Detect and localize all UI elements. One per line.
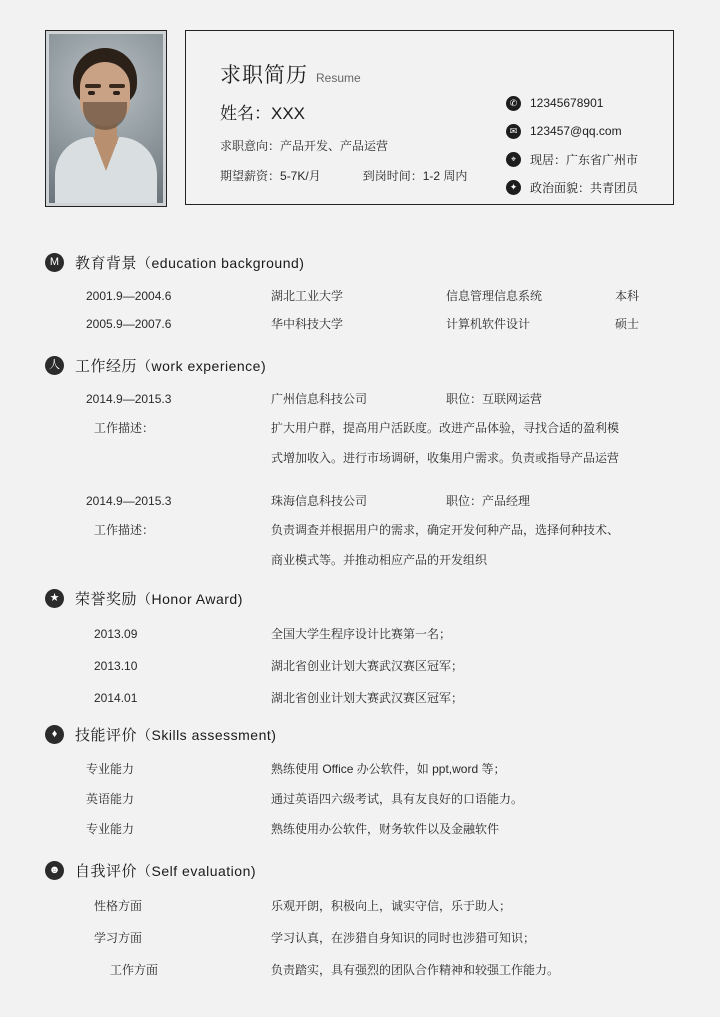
skill-label: 英语能力 (86, 792, 135, 806)
skill-text: 熟练使用 Office 办公软件，如 ppt,word 等； (271, 762, 506, 776)
section-education-title-en: （education background) (137, 254, 305, 271)
salary-onboard-row (220, 167, 467, 184)
table-row (86, 682, 675, 714)
honor-text: 湖北省创业计划大赛武汉赛区冠军； (271, 691, 464, 705)
skills-icon: ♦ (45, 725, 64, 744)
job-intent-value: 产品开发、产品运营 (280, 139, 389, 153)
section-skills-header (45, 722, 675, 746)
star-icon: ★ (45, 589, 64, 608)
education-school: 华中科技大学 (271, 317, 344, 331)
skill-label: 专业能力 (86, 762, 135, 776)
table-row (86, 650, 675, 682)
education-school: 湖北工业大学 (271, 289, 344, 303)
page-title-en: Resume (316, 71, 361, 85)
table-row (86, 890, 675, 922)
contact-list (506, 89, 686, 201)
contact-email (506, 117, 686, 145)
onboard-label: 到岗时间： (362, 169, 423, 183)
section-education-header (45, 250, 675, 274)
honor-text: 湖北省创业计划大赛武汉赛区冠军； (271, 659, 464, 673)
skill-text: 熟练使用办公软件，财务软件以及金融软件 (271, 822, 500, 836)
section-self-title-en: （Self evaluation) (137, 862, 257, 879)
section-education (45, 250, 675, 338)
onboard-value: 1-2 周内 (422, 169, 468, 183)
section-work-title-en: （work experience) (137, 357, 267, 374)
work-company: 珠海信息科技公司 (271, 494, 368, 508)
work-desc-text: 商业模式等。并推动相应产品的开发组织 (271, 553, 488, 567)
section-work-title-cn: 工作经历 (75, 357, 138, 375)
work-desc-spacer (86, 545, 271, 575)
skill-text: 通过英语四六级考试，具有友良好的口语能力。 (271, 792, 524, 806)
work-date: 2014.9—2015.3 (86, 494, 172, 508)
section-work (45, 353, 675, 575)
work-desc-text: 负责调查并根据用户的需求，确定开发何种产品，选择何种技术、 (271, 523, 620, 537)
name-value: XXX (271, 104, 306, 123)
page-title-cn: 求职简历 (220, 64, 308, 87)
work-desc-row-cont (86, 545, 675, 575)
job-intent-row (220, 137, 388, 154)
section-education-title-cn: 教育背景 (75, 254, 138, 272)
contact-location-value: 现居：广东省广州市 (530, 152, 639, 167)
section-honor-title (75, 588, 243, 609)
work-desc-row (86, 413, 675, 443)
table-row (86, 618, 675, 650)
section-honor-header (45, 586, 675, 610)
self-label: 学习方面 (94, 931, 143, 945)
self-label: 性格方面 (94, 899, 143, 913)
education-date: 2005.9—2007.6 (86, 317, 172, 331)
self-rows (86, 890, 675, 986)
self-text: 乐观开朗，积极向上，诚实守信，乐于助人； (271, 899, 512, 913)
work-desc-label: 工作描述： (94, 421, 155, 435)
work-position: 职位：互联网运营 (446, 392, 543, 406)
portrait-photo (49, 34, 163, 203)
education-rows (86, 282, 675, 338)
work-job-header (86, 487, 675, 515)
page-title (220, 59, 361, 89)
work-desc-text: 扩大用户群，提高用户活跃度。改进产品体验，寻找合适的盈利模 (271, 421, 620, 435)
table-row (86, 754, 675, 784)
location-icon: ⌖ (506, 152, 521, 167)
section-honor (45, 586, 675, 714)
section-work-title (75, 355, 266, 376)
education-date: 2001.9—2004.6 (86, 289, 172, 303)
table-row (86, 922, 675, 954)
section-honor-title-cn: 荣誉奖励 (75, 590, 138, 608)
education-degree: 本科 (615, 289, 640, 303)
table-row (86, 282, 675, 310)
work-date: 2014.9—2015.3 (86, 392, 172, 406)
work-position: 职位：产品经理 (446, 494, 531, 508)
photo-frame (45, 30, 167, 207)
job-intent-label: 求职意向： (220, 139, 281, 153)
work-desc-row (86, 515, 675, 545)
skills-rows (86, 754, 675, 844)
header-info-box (185, 30, 674, 205)
section-self-title (75, 860, 256, 881)
section-skills-title-en: （Skills assessment) (137, 726, 277, 743)
section-education-title (75, 252, 304, 273)
honor-date: 2013.10 (94, 659, 138, 673)
work-desc-row-cont (86, 443, 675, 473)
section-skills-title (75, 724, 276, 745)
contact-location (506, 145, 686, 173)
section-skills (45, 722, 675, 844)
self-label: 工作方面 (110, 963, 159, 977)
contact-political-value: 政治面貌：共青团员 (530, 180, 639, 195)
education-degree: 硕士 (615, 317, 640, 331)
section-self-evaluation (45, 858, 675, 986)
resume-header (45, 30, 675, 205)
work-company: 广州信息科技公司 (271, 392, 368, 406)
section-honor-title-en: （Honor Award) (137, 590, 243, 607)
honor-date: 2014.01 (94, 691, 138, 705)
honor-date: 2013.09 (94, 627, 138, 641)
section-work-header (45, 353, 675, 377)
work-desc-text: 式增加收入。进行市场调研，收集用户需求。负责或指导产品运营 (271, 451, 620, 465)
graduation-icon: M (45, 253, 64, 272)
table-row (86, 310, 675, 338)
person-icon: ☻ (45, 861, 64, 880)
honor-text: 全国大学生程序设计比赛第一名； (271, 627, 452, 641)
section-self-header (45, 858, 675, 882)
table-row (86, 784, 675, 814)
honor-rows (86, 618, 675, 714)
work-rows (86, 385, 675, 575)
self-text: 学习认真，在涉猎自身知识的同时也涉猎可知识； (271, 931, 536, 945)
briefcase-icon: 人 (45, 356, 64, 375)
email-icon: ✉ (506, 124, 521, 139)
self-text: 负责踏实，具有强烈的团队合作精神和较强工作能力。 (271, 963, 560, 977)
section-self-title-cn: 自我评价 (75, 862, 138, 880)
education-major: 计算机软件设计 (446, 317, 531, 331)
contact-phone-value: 12345678901 (530, 96, 604, 110)
education-major: 信息管理信息系统 (446, 289, 543, 303)
name-label: 姓名： (220, 104, 271, 123)
work-desc-label: 工作描述： (94, 523, 155, 537)
section-skills-title-cn: 技能评价 (75, 726, 138, 744)
table-row (86, 954, 675, 986)
phone-icon: ✆ (506, 96, 521, 111)
salary-label: 期望薪资： (220, 169, 281, 183)
work-job-header (86, 385, 675, 413)
contact-phone (506, 89, 686, 117)
name-row (220, 99, 305, 124)
contact-email-value: 123457@qq.com (530, 124, 622, 138)
table-row (86, 814, 675, 844)
skill-label: 专业能力 (86, 822, 135, 836)
salary-value: 5-7K/月 (280, 169, 321, 183)
contact-political (506, 173, 686, 201)
work-desc-spacer (86, 443, 271, 473)
flag-icon: ✦ (506, 180, 521, 195)
